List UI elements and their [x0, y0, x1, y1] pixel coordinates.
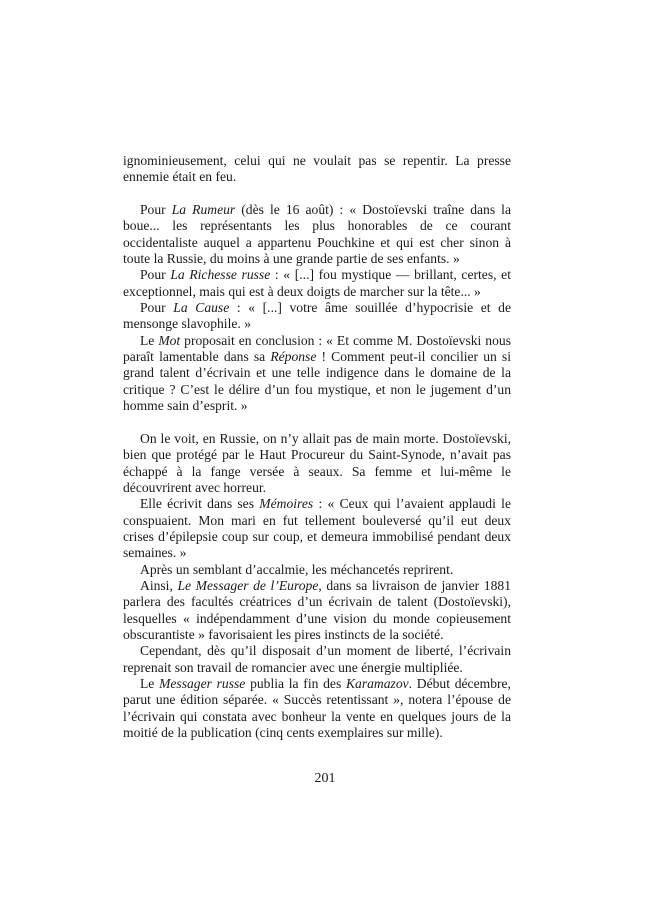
text-section: [123, 431, 511, 742]
text-run: : « [...] fou mystique — brillant, certes, et exceptionnel, mais qui est à deux doigts de marcher sur la tête... »: [123, 267, 511, 299]
paragraph: [123, 333, 511, 415]
text-run: Ainsi,: [140, 577, 178, 593]
text-run: Cependant, dès qu’il disposait d’un moment de liberté, l’écrivain reprenait son travail de romancier avec une énergie multipliée.: [123, 643, 511, 675]
paragraph: [123, 267, 511, 300]
italic-title: La Richesse russe: [170, 267, 271, 283]
italic-title: La Cause: [173, 300, 230, 316]
text-run: Pour: [140, 300, 174, 316]
text-run: Pour: [140, 267, 171, 283]
text-run: (dès le 16 août) : « Dostoïevski traîne dans la boue... les représentants les plus honorables de ce courant occidentaliste auquel a appartenu Pouchkine et qui est cher sinon à toute la Russie, du moins à une grande partie de ses enfants. »: [123, 202, 511, 267]
italic-title: Messager russe: [159, 676, 246, 691]
paragraph: [123, 153, 511, 186]
italic-title: Réponse: [270, 349, 317, 365]
text-run: ! Comment peut-il concilier un si grand talent d’écrivain et une telle indigence dans le domaine de la critique ? C’est le délire d’un fou mystique, et non le jugement d’un homme sain d’esprit. »: [123, 349, 511, 414]
text-run: Le: [140, 332, 159, 348]
italic-title: Le Messager de l’Europe: [177, 577, 319, 593]
text-run: Après un semblant d’accalmie, les méchancetés reprirent.: [140, 561, 454, 577]
text-run: : « [...] votre âme souillée d’hypocrisie et de mensonge slavophile. »: [123, 300, 511, 332]
text-run: Pour: [140, 202, 172, 218]
text-run: : « Ceux qui l’avaient applaudi le conspuaient. Mon mari en fut tellement bouleversé qu’il eut deux crises d’épilepsie coup sur coup, et demeura immobilisé pendant deux semaines. »: [123, 496, 511, 561]
text-run: ignominieusement, celui qui ne voulait pas se repentir. La presse ennemie était en feu.: [123, 153, 511, 185]
paragraph: [123, 643, 511, 676]
paragraph: [123, 676, 511, 741]
text-run: , dans sa livraison de janvier 1881 parlera des facultés créatrices d’un écrivain de talent (Dostoïevski), lesquelles « indépendamment d’une vision du monde copieusement obscurantiste » favorisaient les pires instincts de la société.: [123, 577, 511, 642]
text-run: publia la fin des: [245, 676, 346, 691]
paragraph: [123, 562, 511, 578]
paragraph: [123, 496, 511, 561]
paragraph: [123, 431, 511, 496]
italic-title: Mot: [158, 332, 181, 348]
paragraph: [123, 202, 511, 267]
paragraph: [123, 578, 511, 643]
text-section: [123, 202, 511, 414]
text-run: . Début décembre, parut une édition séparée. « Succès retentissant », notera l’épouse de l’écrivain qui constata avec bonheur la vente en quelques jours de la moitié de la publication (cinq cents exemplaires sur mille).: [123, 676, 511, 741]
italic-title: Karamazov: [345, 676, 409, 691]
text-run: On le voit, en Russie, on n’y allait pas de main morte. Dostoïevski, bien que protégé par le Haut Procureur du Saint-Synode, n’avait pas échappé à la fange versée à seaux. Sa femme et lui-même le découvrirent avec horreur.: [123, 430, 511, 495]
page-body: [123, 153, 511, 741]
italic-title: Mémoires: [259, 496, 314, 512]
text-run: Elle écrivit dans ses: [140, 496, 260, 512]
paragraph: [123, 300, 511, 333]
text-run: proposait en conclusion : « Et comme M. Dostoïevski nous paraît lamentable dans sa: [123, 332, 511, 365]
italic-title: La Rumeur: [171, 202, 236, 218]
page-number: 201: [314, 771, 336, 786]
text-section: [123, 153, 511, 186]
text-run: Le: [140, 676, 160, 691]
